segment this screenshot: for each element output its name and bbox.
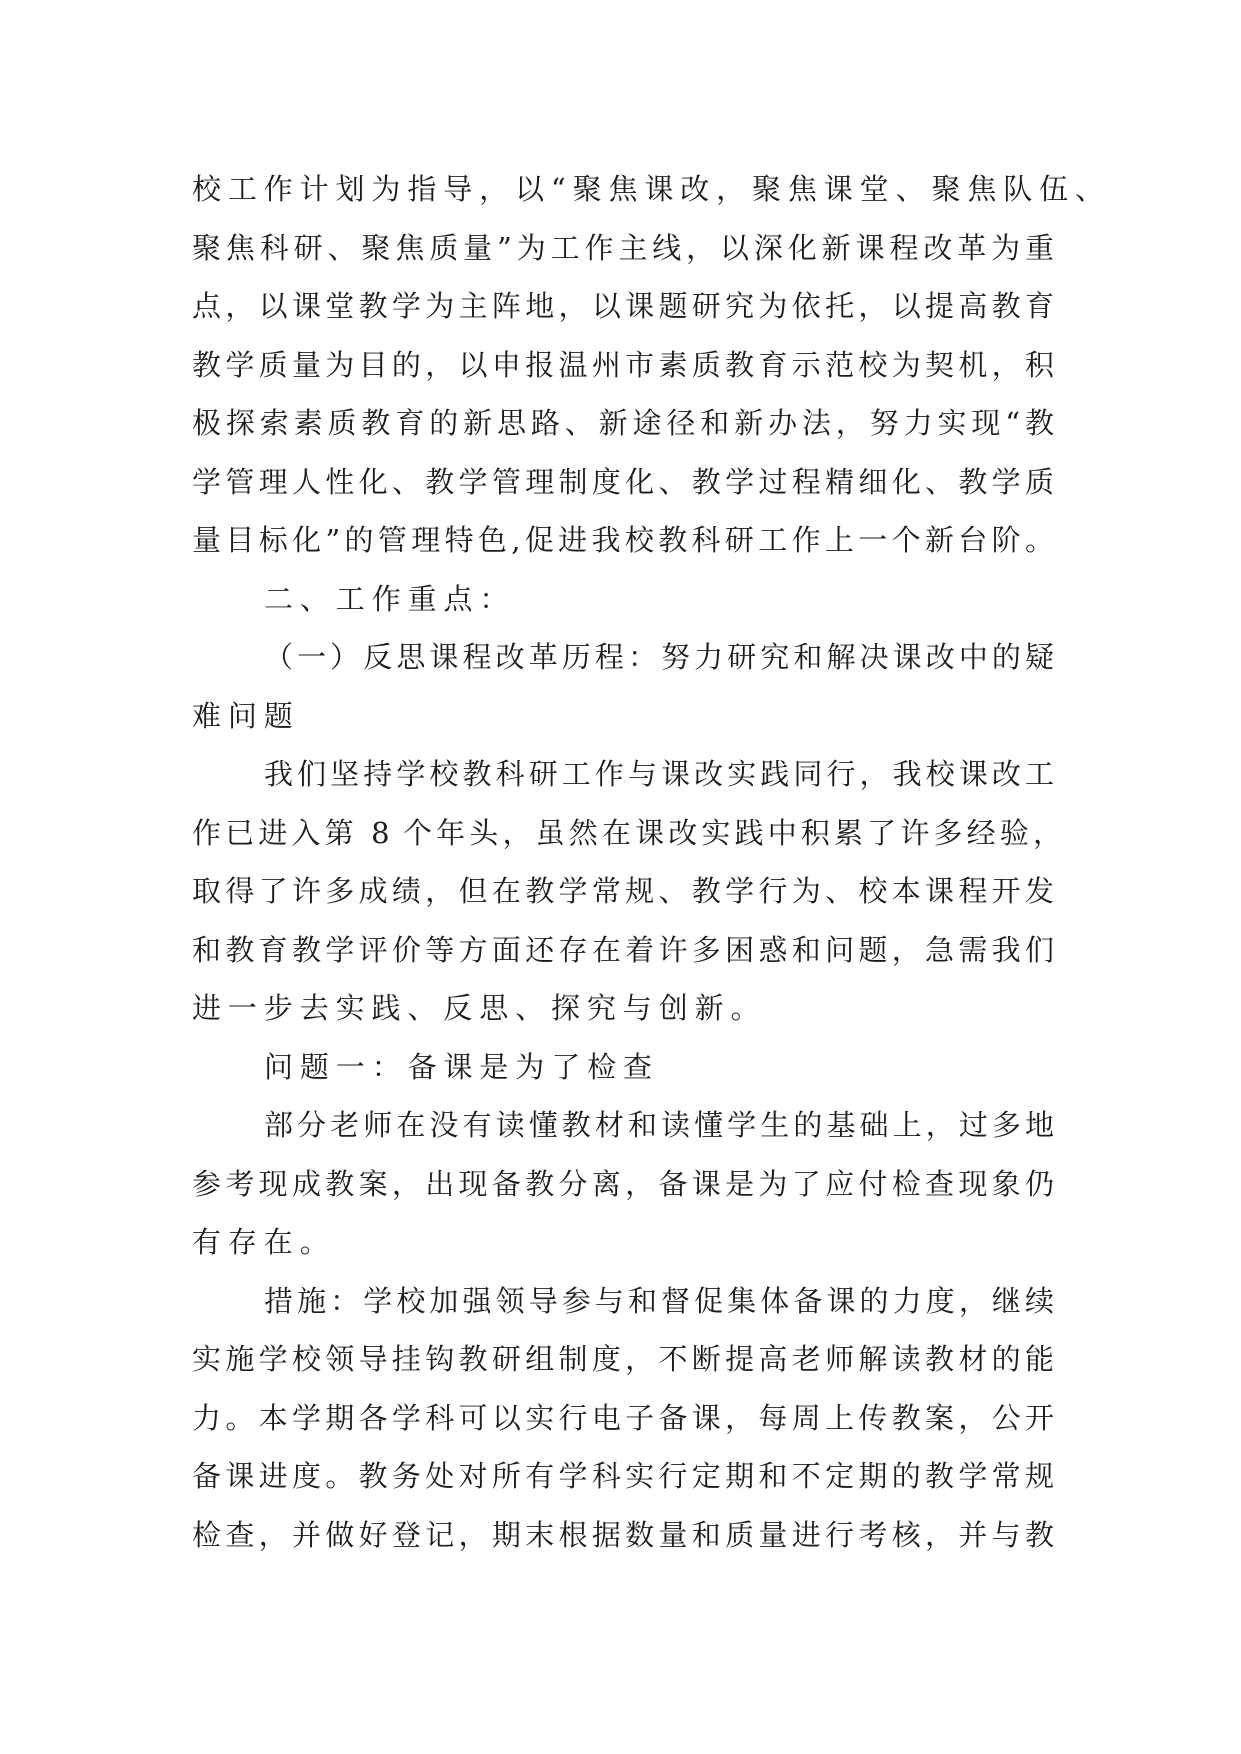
text-line: 二、工作重点： [264, 581, 516, 616]
text-line: 作已进入第 8 个年头，虽然在课改实践中积累了许多经验， [192, 815, 1062, 850]
body-paragraph [192, 745, 1062, 1038]
text-line: 措施：学校加强领导参与和督促集体备课的力度，继续 [264, 1283, 1054, 1318]
text-line: 参考现成教案，出现备教分离，备课是为了应付检查现象仍 [192, 1166, 1054, 1201]
text-line: 校工作计划为指导，以“聚焦课改，聚焦课堂、聚焦队伍、 [192, 172, 1104, 206]
section-heading [192, 570, 1054, 629]
text-line: 教学质量为目的，以申报温州市素质教育示范校为契机，积 [192, 347, 1054, 382]
text-line: 部分老师在没有读懂教材和读懂学生的基础上，过多地 [264, 1108, 1054, 1142]
text-line: 进一步去实践、反思、探究与创新。 [192, 991, 767, 1025]
text-line: 检查，并做好登记，期末根据数量和质量进行考核，并与教 [192, 1517, 1054, 1552]
measures-paragraph [192, 1272, 1054, 1565]
issue-heading [192, 1038, 1054, 1097]
text-line: 极探索素质教育的新思路、新途径和新办法，努力实现“教 [192, 406, 1054, 440]
subsection-heading [192, 628, 1054, 745]
body-paragraph [192, 1096, 1054, 1272]
text-line: 我们坚持学校教科研工作与课改实践同行，我校课改工 [264, 757, 1054, 791]
text-line: 学管理人性化、教学管理制度化、教学过程精细化、教学质 [192, 464, 1054, 499]
text-line: 难问题 [192, 698, 300, 733]
text-line: 点，以课堂教学为主阵地，以课题研究为依托，以提高教育 [192, 289, 1054, 323]
text-line: 量目标化”的管理特色,促进我校教科研工作上一个新台阶。 [192, 523, 1054, 557]
body-paragraph [192, 160, 1104, 570]
document-body [192, 160, 1104, 1564]
text-line: 实施学校领导挂钩教研组制度，不断提高老师解读教材的能 [192, 1342, 1054, 1376]
text-line: 和教育教学评价等方面还存在着许多困惑和问题，急需我们 [192, 932, 1054, 967]
text-line: 取得了许多成绩，但在教学常规、教学行为、校本课程开发 [192, 874, 1054, 908]
text-line: 备课进度。教务处对所有学科实行定期和不定期的教学常规 [192, 1459, 1054, 1493]
text-line: （一）反思课程改革历程：努力研究和解决课改中的疑 [264, 640, 1054, 674]
text-line: 有存在。 [192, 1225, 336, 1259]
text-line: 问题一：备课是为了检查 [264, 1049, 659, 1084]
text-line: 聚焦科研、聚焦质量”为工作主线，以深化新课程改革为重 [192, 230, 1054, 265]
text-line: 力。本学期各学科可以实行电子备课，每周上传教案，公开 [192, 1400, 1054, 1435]
